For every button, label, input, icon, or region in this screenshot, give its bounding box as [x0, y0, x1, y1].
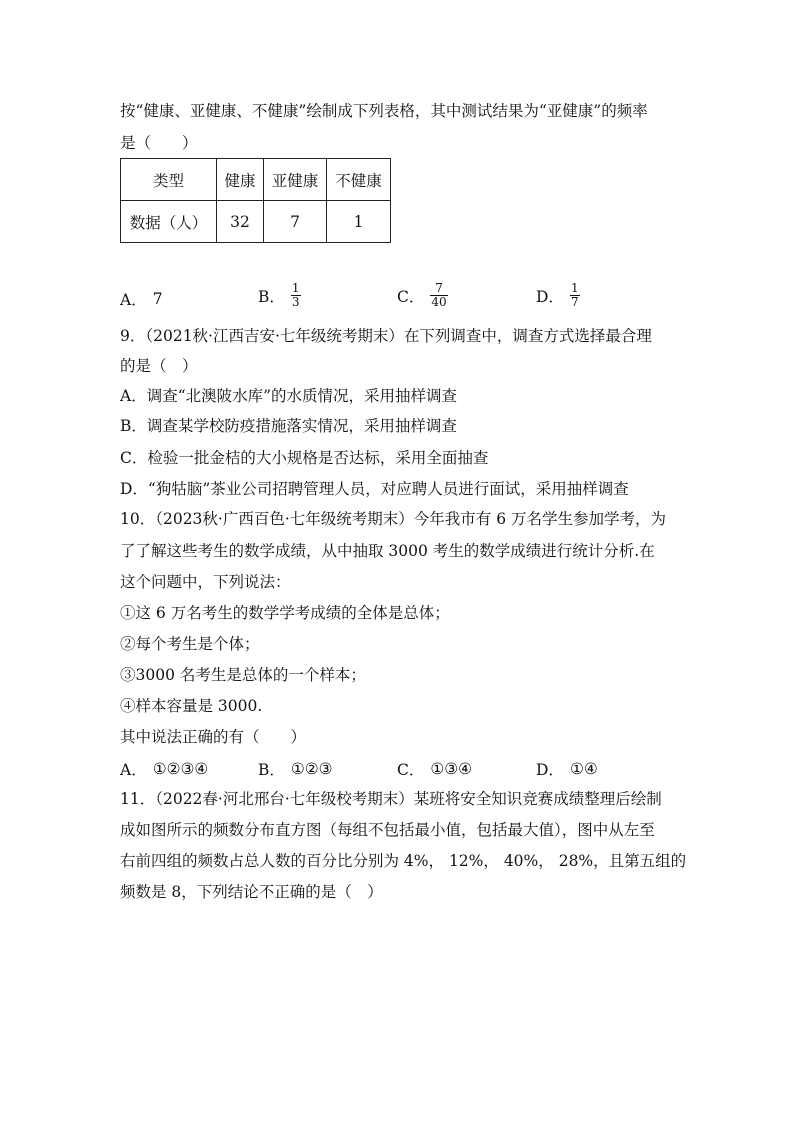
q9-option-d: D．“狗牯脑”茶业公司招聘管理人员，对应聘人员进行面试，采用抽样调查: [120, 480, 629, 498]
q11-stem-line-4: 频数是 8，下列结论不正确的是（ ）: [120, 883, 383, 901]
q10-stem-line-1: 10．（2023秋·广西百色·七年级统考期末）今年我市有 6 万名学生参加学考，为: [120, 510, 666, 528]
q9-option-b: B．调查某学校防疫措施落实情况，采用抽样调查: [120, 417, 457, 435]
q10-options: [120, 758, 680, 788]
q10-statement-3: ③3000 名考生是总体的一个样本；: [120, 666, 366, 684]
q10-stem-line-2: 了了解这些考生的数学成绩，从中抽取 3000 考生的数学成绩进行统计分析.在: [120, 542, 655, 560]
table-cell: 数据（人）: [121, 201, 217, 243]
q10-stem-line-3: 这个问题中，下列说法：: [120, 573, 291, 591]
table-cell: 1: [327, 201, 391, 243]
q10-ask: 其中说法正确的有（ ）: [120, 728, 307, 746]
q9-stem-line-1: 9．（2021秋·江西吉安·七年级统考期末）在下列调查中，调查方式选择最合理: [120, 327, 652, 345]
q8-stem-line-1: 按“健康、亚健康、不健康”绘制成下列表格，其中测试结果为“亚健康”的频率: [120, 102, 648, 120]
q8-option-b: B． $\frac{1}{3}$: [258, 281, 300, 309]
q8-option-c: C． $\frac{7}{40}$: [397, 281, 447, 309]
q10-option-a: A． ①②③④: [120, 760, 209, 779]
table-row: [121, 201, 391, 243]
q10-statement-2: ②每个考生是个体；: [120, 635, 260, 653]
fraction: $\frac{7}{40}$: [431, 281, 447, 309]
table-cell: 32: [217, 201, 264, 243]
q10-option-b: B． ①②③: [258, 760, 333, 779]
table-cell: 7: [264, 201, 327, 243]
q11-stem-line-1: 11．（2022春·河北邢台·七年级校考期末）某班将安全知识竞赛成绩整理后绘制: [120, 790, 662, 808]
q9-stem-line-2: 的是（ ）: [120, 357, 198, 375]
q9-option-a: A．调查“北澳陂水库”的水质情况，采用抽样调查: [120, 387, 458, 405]
table-header-cell: 类型: [121, 159, 217, 201]
q10-option-c: C． ①③④: [397, 760, 473, 779]
fraction: $\frac{1}{7}$: [570, 281, 579, 309]
q8-option-a: A． 7: [120, 290, 163, 309]
q11-stem-line-3: 右前四组的频数占总人数的百分比分别为 4%， 12%， 40%， 28%，且第五组的: [120, 852, 687, 870]
q9-option-c: C．检验一批金桔的大小规格是否达标，采用全面抽查: [120, 449, 489, 467]
q8-stem-line-2: 是（ ）: [120, 134, 198, 152]
q10-statement-4: ④样本容量是 3000.: [120, 697, 263, 715]
q8-data-table: [120, 158, 391, 243]
table-header-cell: 不健康: [327, 159, 391, 201]
q8-options: [120, 282, 680, 312]
q8-option-d: D． $\frac{1}{7}$: [536, 281, 579, 309]
table-header-cell: 健康: [217, 159, 264, 201]
fraction: $\frac{1}{3}$: [291, 281, 300, 309]
q10-statement-1: ①这 6 万名考生的数学学考成绩的全体是总体；: [120, 604, 450, 622]
table-row: [121, 159, 391, 201]
q10-option-d: D． ①④: [536, 760, 598, 779]
table-header-cell: 亚健康: [264, 159, 327, 201]
q11-stem-line-2: 成如图所示的频数分布直方图（每组不包括最小值，包括最大值），图中从左至: [120, 821, 655, 839]
